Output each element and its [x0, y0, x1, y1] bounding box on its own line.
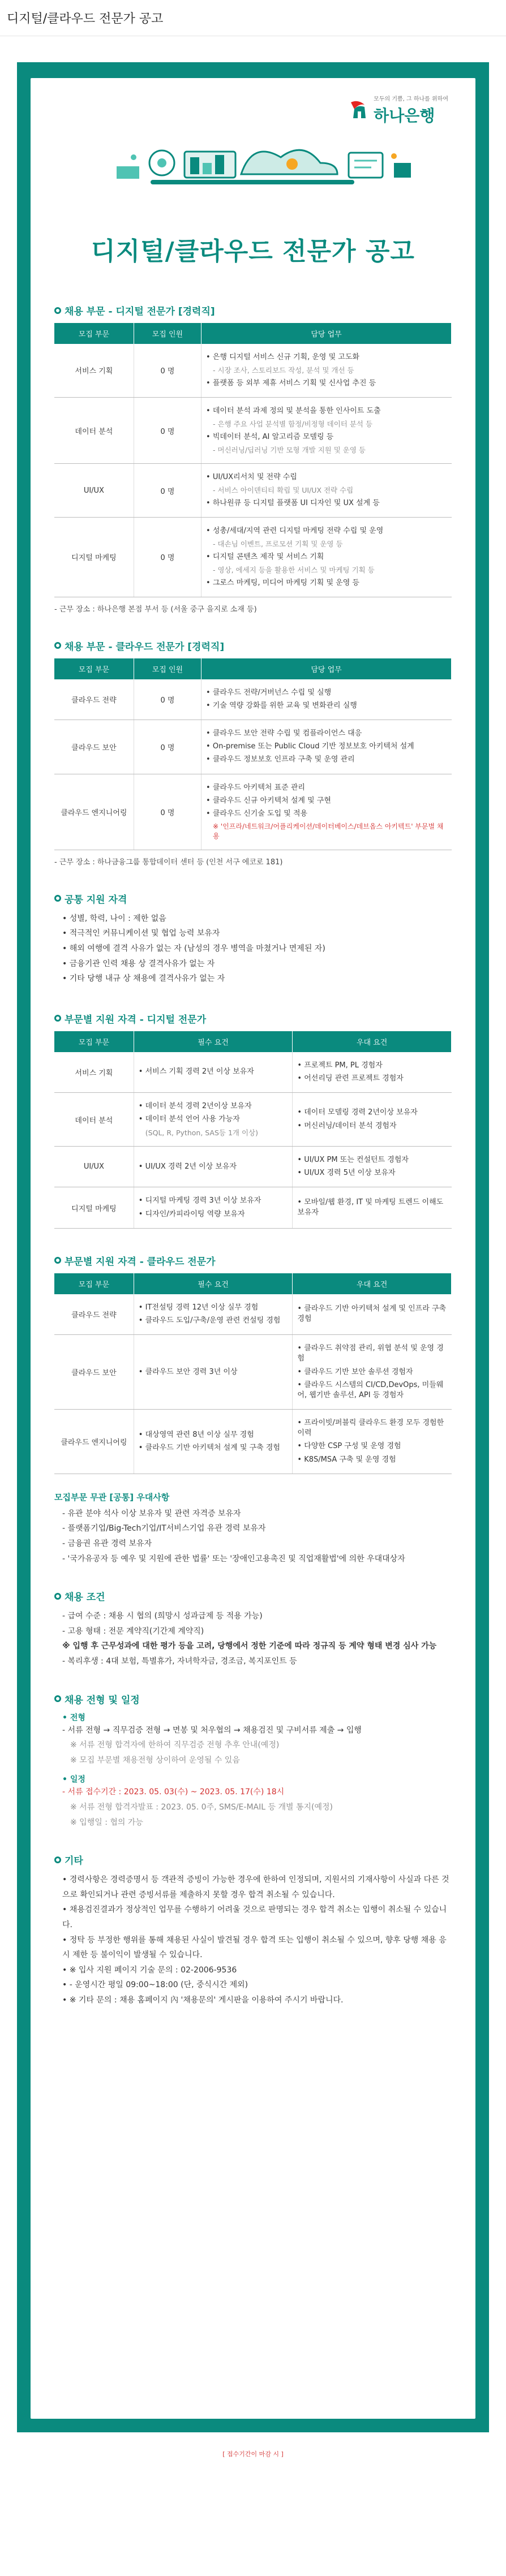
required-item: • 데이터 분석 경력 2년이상 보유자	[139, 1101, 288, 1112]
dept-cell: 클라우드 엔지니어링	[54, 774, 134, 850]
section-conditions	[54, 1589, 452, 1669]
schedule-heading: • 일정	[54, 1773, 452, 1785]
dept-cell: 클라우드 엔지니어링	[54, 1410, 134, 1474]
required-list	[139, 1162, 288, 1172]
section-process	[54, 1692, 452, 1830]
required-cell	[134, 1410, 293, 1474]
main-title: 디지털/클라우드 전문가 공고	[91, 237, 415, 266]
count-cell: 0 명	[134, 518, 201, 597]
preferred-item: • 프로젝트 PM, PL 경험자	[297, 1061, 447, 1071]
etc-list	[54, 1872, 452, 2008]
list-item: - 서류 전형 → 직무검증 전형 → 면봉 및 처우협의 → 채용검진 및 구비서류 제출 → 입행	[62, 1723, 452, 1738]
section-etc	[54, 1853, 452, 2008]
preferred-item: • UI/UX 경력 5년 이상 보유자	[297, 1168, 447, 1178]
table-row	[54, 720, 452, 774]
section-bullet-icon	[54, 1257, 61, 1264]
section-title: 부문별 지원 자격 - 디지털 전문가	[65, 1014, 207, 1026]
required-item: • UI/UX 경력 2년 이상 보유자	[139, 1162, 288, 1172]
preferred-list	[297, 1155, 447, 1178]
section-common-qualifications	[54, 891, 452, 987]
section-bullet-icon	[54, 1593, 61, 1600]
list-item: • 채용검진결과가 정상적인 업무를 수행하기 어려울 것으로 판명되는 경우 합격 취소는 입행이 취소될 수 있습니다.	[62, 1902, 452, 1932]
list-item: • 금융기관 인력 채용 상 결격사유가 없는 자	[62, 957, 452, 972]
list-item: • ※ 입사 지원 페이지 기술 문의 : 02-2006-9536	[62, 1963, 452, 1978]
duty-list	[206, 729, 447, 765]
table-row	[54, 518, 452, 597]
section-bullet-icon	[54, 1015, 61, 1022]
preferred-item: • 모바일/웹 환경, IT 및 마케팅 트렌드 이해도 보유자	[297, 1197, 447, 1218]
list-item: - 유관 분야 석사 이상 보유자 및 관련 자격증 보유자	[62, 1509, 241, 1518]
list-item: • - 운영시간 평일 09:00~18:00 (단, 중식시간 제외)	[62, 1978, 452, 1993]
required-item: • 클라우드 도입/구축/운영 관련 컨설팅 경험	[139, 1316, 288, 1326]
required-cell	[134, 1147, 293, 1187]
table-row	[54, 464, 452, 518]
common-qualification-list	[54, 911, 452, 987]
required-cell	[134, 1052, 293, 1093]
section-title: 공통 지원 자격	[65, 894, 127, 906]
table-row	[54, 344, 452, 397]
work-location-note: - 근무 장소 : 하나은행 본점 부서 등 (서울 중구 을지로 소재 등)	[54, 605, 257, 614]
required-list	[139, 1430, 288, 1453]
duty-cell	[201, 518, 452, 597]
list-item: ※ 모집 부문별 채용전형 상이하여 운영될 수 있음	[70, 1755, 240, 1765]
section-bullet-icon	[54, 895, 61, 902]
table-header: 담당 업무	[201, 323, 452, 344]
preferred-item: • UI/UX PM 또는 컨설턴트 경험자	[297, 1155, 447, 1165]
logo-name: 하나은행	[374, 106, 435, 125]
preferred-list	[297, 1343, 447, 1401]
duty-item: • 클라우드 신기술 도입 및 적용	[206, 809, 447, 819]
list-item: ※ 입행일 : 협의 가능	[70, 1817, 143, 1827]
list-item: - 플랫폼기업/Big-Tech기업/IT서비스기업 유관 경력 보유자	[62, 1524, 266, 1533]
count-cell: 0 명	[134, 774, 201, 850]
table-header: 모집 부문	[54, 323, 134, 344]
duty-cell	[201, 397, 452, 463]
preferred-item: • 클라우드 기반 보안 솔루션 경험자	[297, 1367, 447, 1377]
preferred-list	[297, 1108, 447, 1131]
duty-item: • 클라우드 아키텍처 표준 관리	[206, 783, 447, 793]
schedule-list	[54, 1785, 452, 1830]
list-item: • 기타 당행 내규 상 채용에 결격사유가 없는 자	[62, 971, 452, 987]
preferred-item: • K8S/MSA 구축 및 운영 경험	[297, 1455, 447, 1465]
required-cell	[134, 1335, 293, 1410]
duty-list	[206, 472, 447, 509]
table-header: 우대 요건	[293, 1031, 452, 1052]
req-cloud-table	[54, 1273, 452, 1474]
preferred-cell	[293, 1294, 452, 1335]
duty-cell	[201, 679, 452, 720]
table-header: 필수 요건	[134, 1031, 293, 1052]
duty-cell	[201, 774, 452, 850]
common-preference-list	[54, 1506, 452, 1566]
duty-list	[206, 783, 447, 841]
count-cell: 0 명	[134, 397, 201, 463]
required-item: • 클라우드 기반 아키텍처 설계 및 구축 경험	[139, 1443, 288, 1453]
section-title: 기타	[65, 1855, 83, 1867]
preferred-item: • 클라우드 기반 아키텍처 설계 및 인프라 구축 경험	[297, 1304, 447, 1324]
req-digital-table	[54, 1031, 452, 1229]
list-item: • ※ 기타 문의 : 채용 홈페이지 內 '채용문의' 게시판을 이용하여 주시기 바랍니다.	[62, 1993, 452, 2008]
list-item: - 서류 접수기간 : 2023. 05. 03(수) ~ 2023. 05. 17(수) 18시	[62, 1785, 452, 1800]
required-cell	[134, 1187, 293, 1228]
poster-frame	[17, 62, 489, 2432]
preferred-item: • 머신러닝/데이터 분석 경험자	[297, 1121, 447, 1131]
hero-illustration	[54, 78, 452, 248]
duty-item: - 은행 주요 사업 분석별 함정/비정형 데이터 분석 등	[213, 420, 373, 429]
duty-list	[206, 688, 447, 711]
preferred-list	[297, 1304, 447, 1324]
duty-list	[206, 526, 447, 588]
table-header: 담당 업무	[201, 658, 452, 679]
duty-item: ※ '인프라/네트워크/어플리케이션/데이터베이스/데브옵스 아키텍트' 부문별 채용	[213, 822, 444, 840]
section-bullet-icon	[54, 642, 61, 649]
list-item: - 복리후생 : 4대 보험, 특별휴가, 자녀학자금, 경조금, 복지포인트 등	[62, 1654, 452, 1669]
table-row	[54, 679, 452, 720]
dept-cell: 데이터 분석	[54, 1093, 134, 1147]
list-item: • 성별, 학력, 나이 : 제한 없음	[62, 911, 452, 927]
dept-cell: 클라우드 보안	[54, 1335, 134, 1410]
duty-item: • 디지털 콘텐츠 제작 및 서비스 기획	[206, 552, 447, 562]
count-cell: 0 명	[134, 464, 201, 518]
duty-item: - 서비스 아이덴티티 확립 및 UI/UX 전략 수립	[213, 486, 354, 495]
required-item: • 서비스 기획 경력 2년 이상 보유자	[139, 1067, 288, 1077]
list-item: - 급여 수준 : 채용 시 협의 (희망시 성과급제 등 적용 가능)	[62, 1609, 452, 1624]
duty-item: • 은행 디지털 서비스 신규 기획, 운영 및 고도화	[206, 352, 447, 363]
list-item: - 금융권 유관 경력 보유자	[62, 1539, 152, 1548]
duty-item: • On-premise 또는 Public Cloud 기반 정보보호 아키텍처 설계	[206, 742, 447, 752]
preferred-item: • 어선리딩 관련 프로젝트 경험자	[297, 1074, 447, 1084]
duty-cell	[201, 464, 452, 518]
preferred-item: • 다양한 CSP 구성 및 운영 경험	[297, 1441, 447, 1451]
table-row	[54, 1093, 452, 1147]
preferred-list	[297, 1197, 447, 1218]
table-header: 모집 부문	[54, 658, 134, 679]
section-req-digital	[54, 1011, 452, 1229]
preferred-item: • 프라이빗/퍼블릭 클라우드 환경 모두 경험한 이력	[297, 1418, 447, 1438]
duty-item: • 데이터 분석 과제 정의 및 분석을 통한 인사이트 도출	[206, 406, 447, 416]
duty-item: • 클라우드 신규 아키텍처 설계 및 구현	[206, 796, 447, 806]
table-row	[54, 1294, 452, 1335]
duty-cell	[201, 720, 452, 774]
count-cell: 0 명	[134, 720, 201, 774]
required-item: (SQL, R, Python, SAS등 1개 이상)	[145, 1128, 258, 1137]
list-item: ※ 서류 전형 합격자발표 : 2023. 05. 0주, SMS/E-MAIL 등 개별 통지(예정)	[70, 1802, 333, 1812]
table-row	[54, 1052, 452, 1093]
duty-item: • 클라우드 정보보호 인프라 구축 및 운영 관리	[206, 755, 447, 765]
list-item: • 경력사항은 경력증명서 등 객관적 증빙이 가능한 경우에 한하여 인정되며, 지원서의 기재사항이 사실과 다른 것으로 확인되거나 관련 증빙서류를 제출하지 못할 경우 합격 취소될 수 있습니다.	[62, 1872, 452, 1902]
required-list	[139, 1067, 288, 1077]
section-title: 부문별 지원 자격 - 클라우드 전문가	[65, 1256, 216, 1268]
preferred-cell	[293, 1187, 452, 1228]
poster-card	[31, 78, 475, 2419]
required-list	[139, 1303, 288, 1326]
section-cloud-positions	[54, 639, 452, 867]
preferred-item: • 데이터 모델링 경력 2년이상 보유자	[297, 1108, 447, 1118]
section-bullet-icon	[54, 1856, 61, 1863]
table-row	[54, 774, 452, 850]
dept-cell: 데이터 분석	[54, 397, 134, 463]
list-item: - 고용 형태 : 전문 계약직(기간제 계약직)	[62, 1624, 452, 1639]
duty-list	[206, 352, 447, 389]
list-item: • 정탁 등 부정한 행위를 통해 채용된 사실이 발견될 경우 합격 또는 입행이 취소될 수 있으며, 향후 당행 채용 응시 제한 등 불이익이 발생될 수 있습니다.	[62, 1933, 452, 1963]
dept-cell: UI/UX	[54, 1147, 134, 1187]
duty-item: - 영상, 에세지 등을 활용한 서비스 및 마케팅 기획 등	[213, 566, 375, 574]
stage-list	[54, 1723, 452, 1768]
preferred-cell	[293, 1147, 452, 1187]
duty-item: • 그로스 마케팅, 미디어 마케팅 기획 및 운영 등	[206, 578, 447, 588]
table-header: 필수 요건	[134, 1273, 293, 1294]
table-row	[54, 1147, 452, 1187]
dept-cell: 서비스 기획	[54, 344, 134, 397]
table-row	[54, 1410, 452, 1474]
list-item: ※ 서류 전형 합격자에 한하여 직무검증 전형 추후 안내(예정)	[70, 1741, 280, 1750]
required-cell	[134, 1294, 293, 1335]
duty-cell	[201, 344, 452, 397]
required-list	[139, 1367, 288, 1377]
dept-cell: UI/UX	[54, 464, 134, 518]
dept-cell: 디지털 마케팅	[54, 518, 134, 597]
digital-positions-table	[54, 323, 452, 597]
list-item: - '국가유공자 등 예우 및 지원에 관한 법률' 또는 '장애인고용촉진 및 직업재활법'에 의한 우대대상자	[62, 1554, 405, 1563]
duty-item: • 빅데이터 분석, AI 알고리즘 모델링 등	[206, 432, 447, 442]
required-list	[139, 1101, 288, 1138]
preferred-list	[297, 1418, 447, 1465]
section-title: 채용 조건	[65, 1592, 105, 1604]
duty-item: - 시장 조사, 스토리보드 작성, 분석 및 개선 등	[213, 366, 354, 375]
table-row	[54, 1335, 452, 1410]
required-item: • 디지털 마케팅 경력 3년 이상 보유자	[139, 1196, 288, 1206]
required-item: • 디자인/카피라이팅 역량 보유자	[139, 1209, 288, 1220]
required-cell	[134, 1093, 293, 1147]
duty-item: - 머신러닝/딥러닝 기반 모형 개발 지원 및 운영 등	[213, 445, 366, 454]
duty-item: • 하나원큐 등 디지털 플랫폼 UI 디자인 및 UX 설계 등	[206, 498, 447, 509]
dept-cell: 디지털 마케팅	[54, 1187, 134, 1228]
list-item: • 해외 여행에 결격 사유가 없는 자 (남성의 경우 병역을 마쳤거나 면제된 자)	[62, 941, 452, 957]
conditions-list	[54, 1609, 452, 1669]
section-req-cloud	[54, 1253, 452, 1474]
dept-cell: 클라우드 전략	[54, 679, 134, 720]
hero-graphic-icon	[54, 140, 452, 242]
count-cell: 0 명	[134, 344, 201, 397]
logo-tagline: 모두의 기쁨, 그 하나를 위하여	[374, 96, 448, 102]
required-item: • IT전설팅 경력 12년 이상 실무 경험	[139, 1303, 288, 1313]
cloud-positions-table	[54, 658, 452, 850]
duty-item: • 기술 역량 강화를 위한 교육 및 변화관리 실행	[206, 701, 447, 711]
dept-cell: 클라우드 보안	[54, 720, 134, 774]
stage-heading: • 전형	[54, 1712, 452, 1723]
duty-item: • 플랫폼 등 외부 제휴 서비스 기획 및 신사업 추진 등	[206, 378, 447, 389]
duty-item: • 성총/세대/지역 관련 디지털 마케팅 전략 수립 및 운영	[206, 526, 447, 536]
table-header: 우대 요건	[293, 1273, 452, 1294]
page-header	[0, 0, 506, 36]
duty-item: - 대손님 이벤트, 프로모션 기획 및 운영 등	[213, 540, 343, 549]
work-location-note: - 근무 장소 : 하나금융그룹 통합데이터 센터 등 (인천 서구 에코로 181)	[54, 858, 283, 867]
duty-item: • 클라우드 보안 전략 수립 및 컴플라이언스 대응	[206, 729, 447, 739]
table-header: 모집 인원	[134, 658, 201, 679]
list-item: • 적극적인 커뮤니케이션 및 협업 능력 보유자	[62, 926, 452, 941]
preferred-item: • 클라우드 시스템의 CI/CD,DevOps, 미들웨어, 웹기반 솔루션, API 등 경험자	[297, 1380, 447, 1401]
list-item: ※ 입행 후 근무성과에 대한 평가 등을 고려, 당행에서 정한 기준에 따라 정규직 등 계약 형태 변경 심사 가능	[62, 1642, 437, 1651]
dept-cell: 서비스 기획	[54, 1052, 134, 1093]
section-title: 모집부문 무관 [공통] 우대사항	[54, 1492, 170, 1502]
duty-item: • 클라우드 전략/거버넌스 수립 및 실행	[206, 688, 447, 698]
section-title: 채용 부문 - 클라우드 전문가 [경력직]	[65, 641, 225, 653]
section-common-preference	[54, 1491, 452, 1566]
preferred-cell	[293, 1052, 452, 1093]
page-title: 디지털/클라우드 전문가 공고	[7, 12, 164, 26]
required-item: • 클라우드 보안 경력 3년 이상	[139, 1367, 288, 1377]
bottom-link[interactable]: [ 접수기간이 마감 시 ]	[222, 2450, 284, 2458]
duty-item: • UI/UX리서치 및 전략 수립	[206, 472, 447, 483]
required-item: • 대상영역 관련 8년 이상 실무 경험	[139, 1430, 288, 1440]
section-digital-positions	[54, 303, 452, 614]
table-row	[54, 1187, 452, 1228]
section-title: 채용 부문 - 디지털 전문가 [경력직]	[65, 306, 215, 317]
preferred-list	[297, 1061, 447, 1084]
table-header: 모집 인원	[134, 323, 201, 344]
preferred-cell	[293, 1093, 452, 1147]
required-item: • 데이터 분석 언어 사용 가능자	[139, 1114, 288, 1125]
required-list	[139, 1196, 288, 1219]
section-bullet-icon	[54, 1695, 61, 1702]
count-cell: 0 명	[134, 679, 201, 720]
table-row	[54, 397, 452, 463]
preferred-cell	[293, 1335, 452, 1410]
preferred-cell	[293, 1410, 452, 1474]
table-header: 모집 부문	[54, 1031, 134, 1052]
section-bullet-icon	[54, 307, 61, 314]
section-title: 채용 전형 및 일정	[65, 1694, 140, 1706]
preferred-item: • 클라우드 취약점 관리, 위협 분석 및 운영 경험	[297, 1343, 447, 1364]
table-header: 모집 부문	[54, 1273, 134, 1294]
dept-cell: 클라우드 전략	[54, 1294, 134, 1335]
duty-list	[206, 406, 447, 455]
